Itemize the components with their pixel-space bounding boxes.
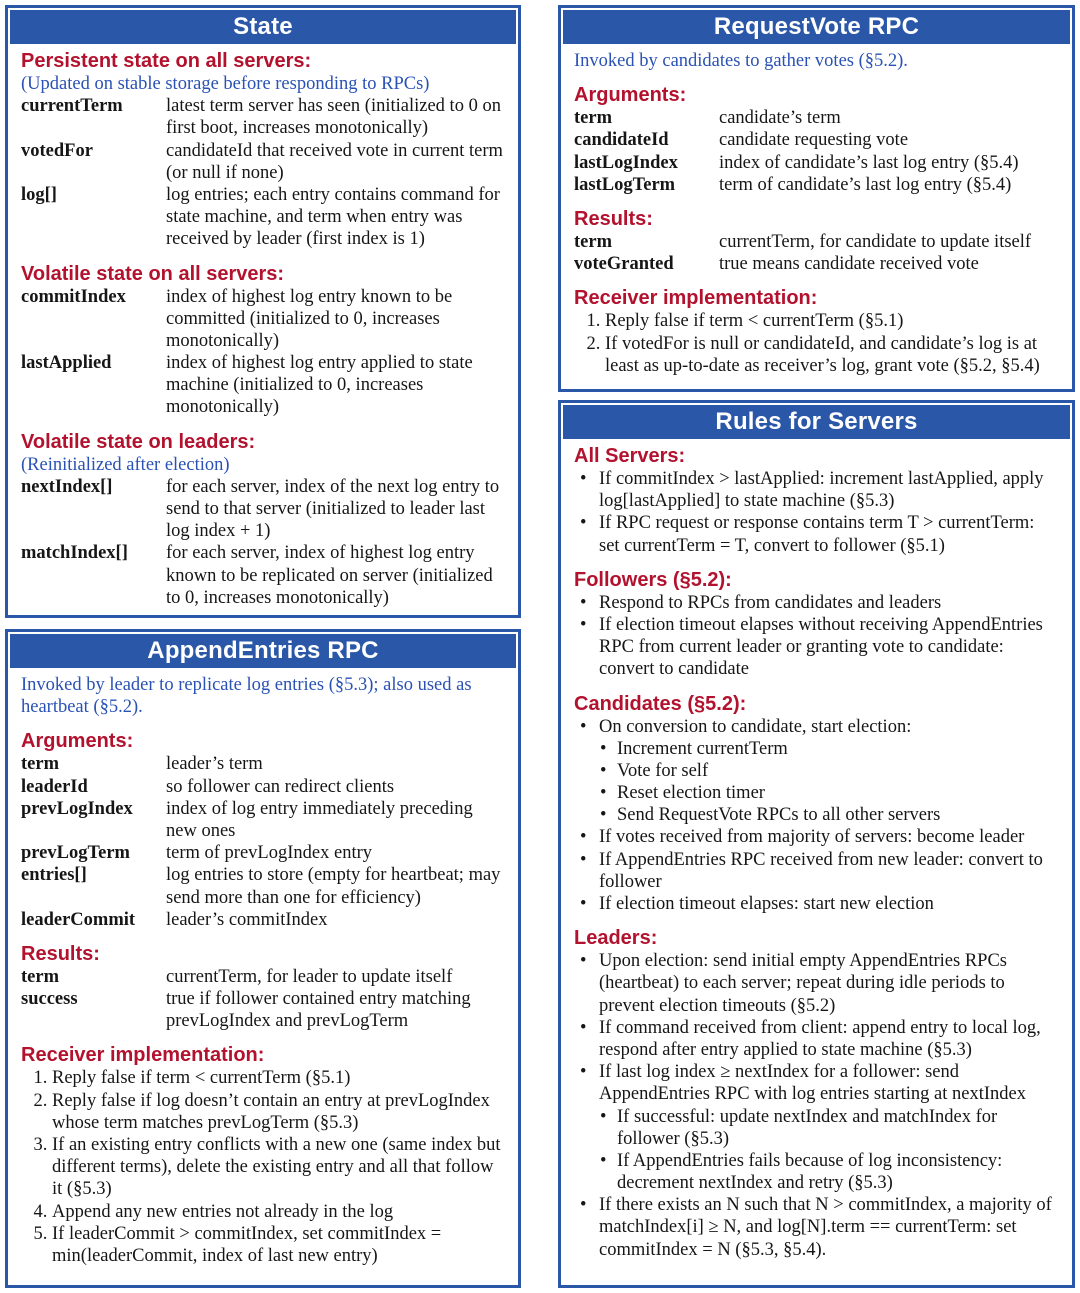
section-heading-volatile-leaders: Volatile state on leaders: (21, 430, 256, 453)
field-desc: candidate requesting vote (719, 130, 909, 151)
field-name: term (21, 966, 59, 987)
field-row-votegranted (574, 253, 1059, 275)
field-row-term (574, 107, 1059, 129)
field-row-nextindex (21, 476, 505, 543)
rules-box-header (563, 405, 1070, 439)
section-heading-volatile-all: Volatile state on all servers: (21, 262, 285, 285)
field-name: lastLogTerm (574, 174, 676, 195)
candidates-rules-list (574, 716, 1059, 916)
rule-sub-item: • Vote for self (599, 760, 1059, 782)
state-box (5, 5, 521, 618)
field-desc: candidateId that received vote in current term (or null if none) (166, 140, 503, 183)
field-row-prevlogterm (21, 842, 505, 864)
field-desc: candidate’s term (719, 108, 841, 129)
receiver-implementation-list (21, 1067, 505, 1267)
section-heading-all-servers: All Servers: (574, 445, 686, 467)
section-heading-receiver-implementation: Receiver implementation: (21, 1044, 265, 1067)
rules-box-title: Rules for Servers (715, 408, 918, 435)
field-row-lastlogterm (574, 174, 1059, 196)
field-desc: log entries to store (empty for heartbeat; may send more than one for efficiency) (166, 865, 501, 908)
field-row-result-success (21, 988, 505, 1032)
field-desc: currentTerm, for candidate to update itself (719, 231, 1032, 252)
field-name: lastApplied (21, 353, 112, 374)
field-desc: so follower can redirect clients (166, 776, 395, 797)
rule-item: • If votes received from majority of servers: become leader (574, 826, 1059, 848)
field-name: prevLogTerm (21, 843, 130, 864)
rpc-invocation-note: Invoked by leader to replicate log entries (§5.3); also used as heartbeat (§5.2). (21, 675, 472, 718)
field-name: term (574, 108, 612, 129)
all-servers-rules-list (574, 468, 1059, 557)
section-heading-arguments: Arguments: (21, 730, 134, 753)
field-name: term (21, 754, 59, 775)
rpc-invocation-note: Invoked by candidates to gather votes (§5.2). (574, 51, 908, 71)
field-desc: term of candidate’s last log entry (§5.4) (719, 174, 1012, 195)
field-desc: true if follower contained entry matching prevLogIndex and prevLogTerm (166, 989, 471, 1032)
followers-rules-list (574, 592, 1059, 681)
section-note-persistent-state: (Updated on stable storage before responding to RPCs) (21, 74, 430, 94)
field-name: matchIndex[] (21, 543, 128, 564)
field-row-matchindex (21, 542, 505, 609)
append-entries-box-title: AppendEntries RPC (147, 637, 379, 664)
field-name: log[] (21, 184, 57, 205)
field-row-candidateid (574, 129, 1059, 151)
rule-item: • Respond to RPCs from candidates and leaders (574, 592, 1059, 614)
field-row-lastapplied (21, 352, 505, 419)
field-name: term (574, 231, 612, 252)
field-row-leadercommit (21, 909, 505, 931)
field-row-log (21, 184, 505, 251)
receiver-implementation-list (574, 310, 1059, 377)
list-item: 2. If votedFor is null or candidateId, and candidate’s log is at least as up-to-date as receiver’s log, grant vote (§5.2, §5.4) (605, 333, 1059, 377)
rules-for-servers-box (558, 400, 1075, 1288)
section-heading-candidates: Candidates (§5.2): (574, 692, 747, 715)
field-row-prevlogindex (21, 798, 505, 842)
field-name: success (21, 989, 78, 1010)
append-entries-box-header (10, 634, 516, 668)
rule-item (574, 716, 1059, 827)
field-desc: index of candidate’s last log entry (§5.4) (719, 152, 1019, 173)
leaders-sub-list (599, 1106, 1059, 1195)
field-desc: currentTerm, for leader to update itself (166, 966, 453, 987)
rules-box-body (561, 439, 1072, 1266)
section-heading-persistent-state: Persistent state on all servers: (21, 50, 312, 72)
field-name: votedFor (21, 140, 93, 161)
section-heading-receiver-implementation: Receiver implementation: (574, 287, 818, 310)
section-heading-leaders: Leaders: (574, 927, 658, 950)
list-item: 4. Append any new entries not already in the log (52, 1201, 505, 1223)
field-desc: index of highest log entry applied to state machine (initialized to 0, increases monotonically) (166, 353, 473, 418)
list-item: 3. If an existing entry conflicts with a new one (same index but different terms), delete the existing entry and all that follow it (§5.3) (52, 1134, 505, 1201)
field-name: leaderId (21, 776, 88, 797)
field-desc: leader’s term (166, 754, 263, 775)
field-desc: log entries; each entry contains command for state machine, and term when entry was received by leader (first index is 1) (166, 184, 500, 250)
rule-text: On conversion to candidate, start election: (599, 716, 912, 737)
field-name: leaderCommit (21, 909, 136, 930)
field-desc: for each server, index of highest log entry known to be replicated on server (initialized to 0, increases monotonically) (166, 543, 493, 608)
rule-text: If last log index ≥ nextIndex for a follower: send AppendEntries RPC with log entries starting at nextIndex (599, 1062, 1026, 1105)
field-name: prevLogIndex (21, 798, 133, 819)
section-heading-results: Results: (21, 942, 100, 965)
list-item: 2. Reply false if log doesn’t contain an entry at prevLogIndex whose term matches prevLogTerm (§5.3) (52, 1090, 505, 1134)
rule-sub-item: • If successful: update nextIndex and matchIndex for follower (§5.3) (599, 1106, 1059, 1150)
request-vote-rpc-box (558, 5, 1075, 392)
section-heading-results: Results: (574, 207, 653, 230)
field-name: lastLogIndex (574, 152, 678, 173)
section-heading-followers: Followers (§5.2): (574, 568, 732, 591)
field-name: candidateId (574, 130, 669, 151)
list-item: 5. If leaderCommit > commitIndex, set commitIndex = min(leaderCommit, index of last new entry) (52, 1223, 505, 1267)
rule-item: • If there exists an N such that N > commitIndex, a majority of matchIndex[i] ≥ N, and log[N].term == currentTerm: set commitIndex = N (§5.3, §5.4). (574, 1194, 1059, 1261)
rule-item: • If election timeout elapses without receiving AppendEntries RPC from current leader or granting vote to candidate: convert to candidate (574, 614, 1059, 681)
rule-item: • If RPC request or response contains term T > currentTerm: set currentTerm = T, convert to follower (§5.1) (574, 512, 1059, 556)
field-row-term (21, 753, 505, 775)
list-item: 1. Reply false if term < currentTerm (§5.1) (52, 1067, 505, 1089)
request-vote-box-header (563, 10, 1070, 44)
field-row-leaderid (21, 776, 505, 798)
field-row-result-term (21, 966, 505, 988)
candidates-sub-list (599, 738, 1059, 827)
rule-item: • If commitIndex > lastApplied: increment lastApplied, apply log[lastApplied] to state machine (§5.3) (574, 468, 1059, 512)
field-desc: index of log entry immediately preceding new ones (166, 798, 473, 841)
rule-sub-item: • Increment currentTerm (599, 738, 1059, 760)
request-vote-box-body (561, 44, 1072, 382)
field-row-votedfor (21, 140, 505, 184)
leaders-rules-list (574, 950, 1059, 1261)
rule-sub-item: • If AppendEntries fails because of log inconsistency: decrement nextIndex and retry (§5.3) (599, 1150, 1059, 1194)
field-desc: latest term server has seen (initialized to 0 on first boot, increases monotonically) (166, 96, 501, 139)
rule-item: • If AppendEntries RPC received from new leader: convert to follower (574, 849, 1059, 893)
section-heading-arguments: Arguments: (574, 84, 687, 107)
field-row-commitindex (21, 286, 505, 353)
append-entries-box-body (8, 668, 518, 1272)
field-row-lastlogindex (574, 152, 1059, 174)
field-desc: for each server, index of the next log entry to send to that server (initialized to leader last log index + 1) (166, 476, 500, 542)
field-desc: true means candidate received vote (719, 254, 979, 275)
rule-item: • Upon election: send initial empty AppendEntries RPCs (heartbeat) to each server; repeat during idle periods to prevent election timeouts (§5.2) (574, 950, 1059, 1017)
state-box-header (10, 10, 516, 44)
request-vote-box-title: RequestVote RPC (713, 13, 920, 40)
field-row-entries (21, 864, 505, 908)
field-name: currentTerm (21, 96, 123, 117)
field-desc: leader’s commitIndex (166, 909, 328, 930)
rule-sub-item: • Reset election timer (599, 782, 1059, 804)
field-name: nextIndex[] (21, 476, 113, 497)
field-name: commitIndex (21, 286, 126, 307)
state-box-title: State (233, 13, 293, 40)
section-note-volatile-leaders: (Reinitialized after election) (21, 454, 230, 475)
field-row-result-term (574, 231, 1059, 253)
rule-item: • If command received from client: append entry to local log, respond after entry applied to state machine (§5.3) (574, 1017, 1059, 1061)
rule-item: • If election timeout elapses: start new election (574, 893, 1059, 915)
append-entries-rpc-box (5, 629, 521, 1288)
field-desc: term of prevLogIndex entry (166, 843, 372, 864)
rule-item (574, 1061, 1059, 1194)
field-desc: index of highest log entry known to be committed (initialized to 0, increases monotonically) (166, 286, 453, 351)
field-row-currentterm (21, 95, 505, 139)
field-name: entries[] (21, 865, 87, 886)
rule-sub-item: • Send RequestVote RPCs to all other servers (599, 804, 1059, 826)
field-name: voteGranted (574, 254, 674, 275)
list-item: 1. Reply false if term < currentTerm (§5.1) (605, 310, 1059, 332)
state-box-body (8, 44, 518, 614)
